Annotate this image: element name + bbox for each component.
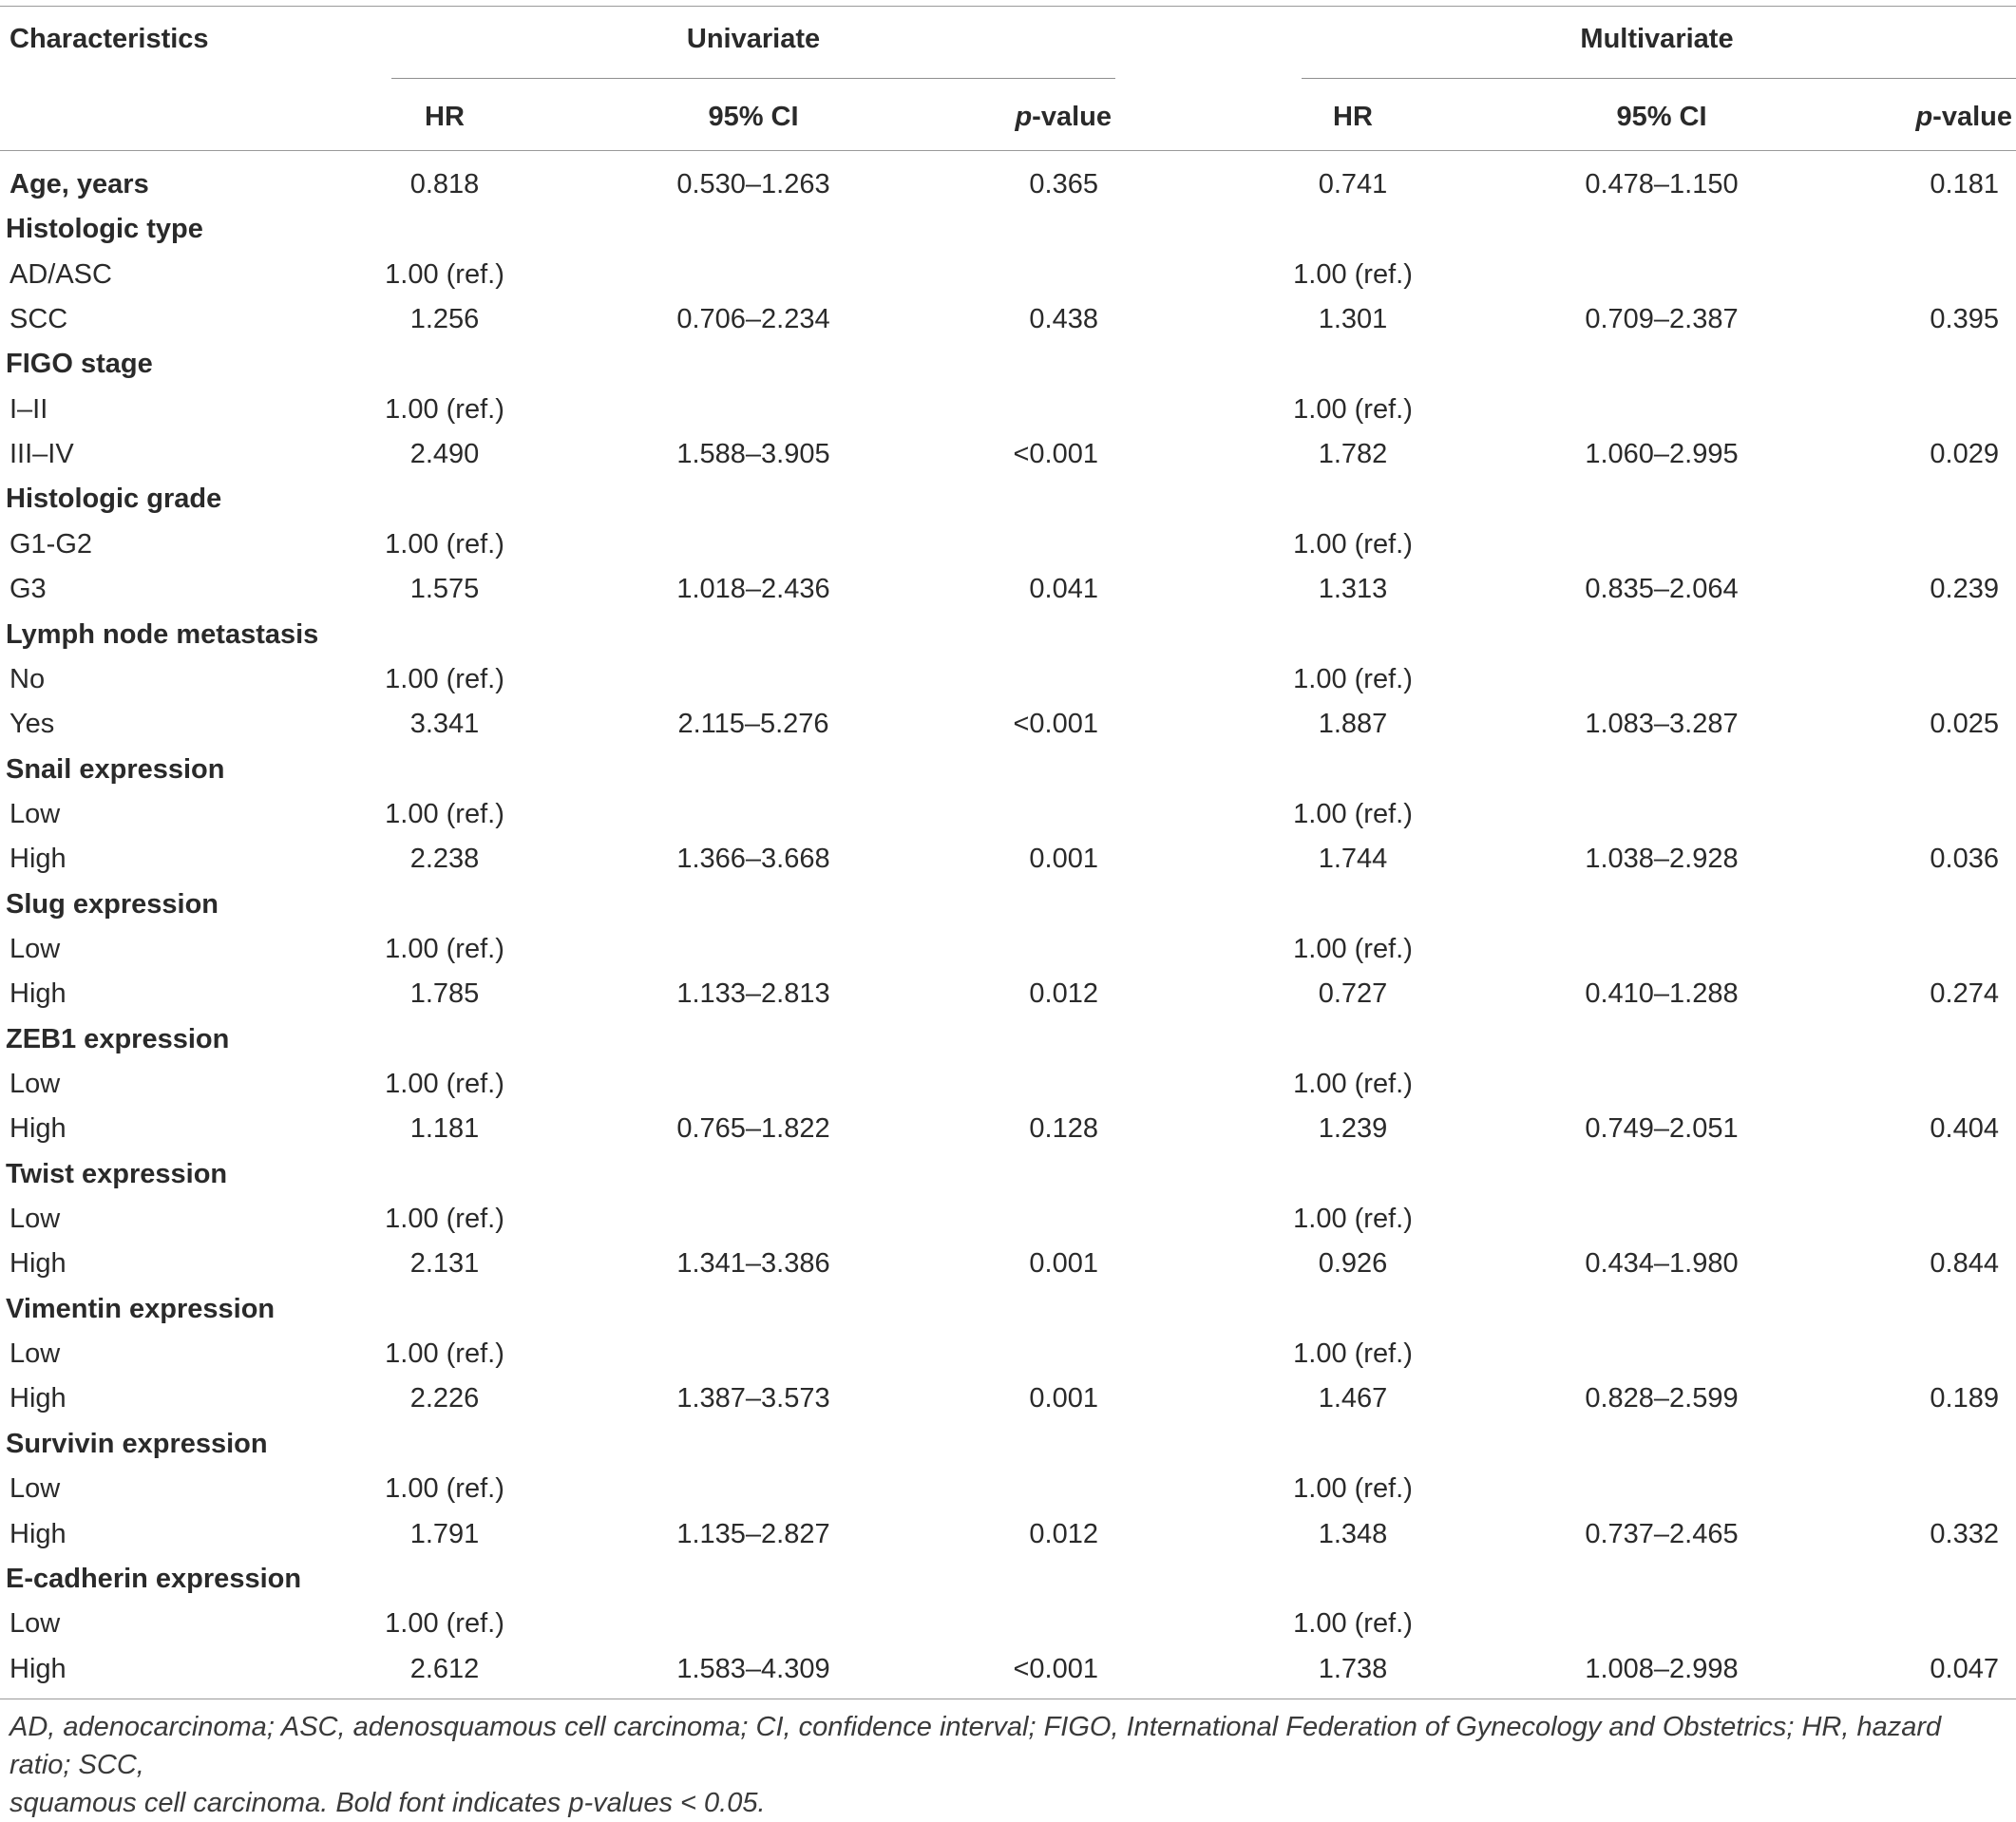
- multivariate-hr-cell: 1.239: [1318, 1113, 1388, 1144]
- multivariate-hr-cell: 1.313: [1318, 574, 1388, 604]
- univariate-hr-cell: 1.181: [409, 1113, 480, 1144]
- multivariate-pvalue-cell: 0.844: [1930, 1248, 1999, 1279]
- multivariate-pvalue-cell: 0.395: [1930, 304, 1999, 334]
- row-label: AD/ASC: [10, 259, 112, 290]
- univariate-ci-cell: 1.133–2.813: [676, 978, 830, 1009]
- section-label: Snail expression: [6, 754, 225, 785]
- univariate-pvalue-cell: <0.001: [1013, 439, 1098, 469]
- multivariate-hr-cell: 1.00 (ref.): [1293, 1338, 1413, 1369]
- row-label: G3: [10, 574, 47, 604]
- p-rest: -value: [1932, 102, 2012, 132]
- multivariate-underline: [1302, 78, 2016, 79]
- p-rest: -value: [1032, 102, 1112, 132]
- univariate-hr-cell: 0.818: [409, 169, 480, 199]
- univariate-ci-cell: 0.530–1.263: [676, 169, 830, 199]
- multivariate-pvalue-cell: 0.404: [1930, 1113, 1999, 1144]
- univariate-hr-cell: 1.256: [409, 304, 480, 334]
- multivariate-ci-cell: 0.828–2.599: [1585, 1383, 1739, 1414]
- multivariate-ci-cell: 0.478–1.150: [1585, 169, 1739, 199]
- multivariate-hr-cell: 1.348: [1318, 1519, 1388, 1549]
- multivariate-ci-cell: 0.749–2.051: [1585, 1113, 1739, 1144]
- univariate-hr-cell: 2.131: [409, 1248, 480, 1279]
- header-multivariate-pvalue: [1915, 101, 2012, 133]
- footnote-line-1: AD, adenocarcinoma; ASC, adenosquamous cell carcinoma; CI, confidence interval; FIGO, International Federation of Gynecology and Obstetrics; HR, hazard ratio; SCC,: [10, 1712, 1942, 1780]
- multivariate-hr-cell: 1.00 (ref.): [1293, 529, 1413, 560]
- univariate-ci-cell: 0.706–2.234: [676, 304, 830, 334]
- multivariate-ci-cell: 0.737–2.465: [1585, 1519, 1739, 1549]
- table-footnote: [10, 1708, 2005, 1822]
- multivariate-hr-cell: 0.741: [1318, 169, 1388, 199]
- multivariate-ci-cell: 0.410–1.288: [1585, 978, 1739, 1009]
- multivariate-pvalue-cell: 0.189: [1930, 1383, 1999, 1414]
- section-label: Slug expression: [6, 889, 219, 920]
- row-label: Yes: [10, 709, 55, 739]
- section-label: Lymph node metastasis: [6, 619, 319, 650]
- row-label: High: [10, 1654, 67, 1684]
- multivariate-hr-cell: 1.00 (ref.): [1293, 1069, 1413, 1099]
- row-label: High: [10, 978, 67, 1009]
- multivariate-hr-cell: 1.744: [1318, 844, 1388, 874]
- univariate-pvalue-cell: <0.001: [1013, 1654, 1098, 1684]
- univariate-hr-cell: 1.00 (ref.): [385, 1473, 504, 1504]
- multivariate-hr-cell: 1.00 (ref.): [1293, 1608, 1413, 1639]
- univariate-hr-cell: 1.00 (ref.): [385, 1608, 504, 1639]
- row-label: High: [10, 1519, 67, 1549]
- univariate-hr-cell: 2.612: [409, 1654, 480, 1684]
- row-label: High: [10, 1248, 67, 1279]
- univariate-hr-cell: 1.00 (ref.): [385, 799, 504, 829]
- row-label: High: [10, 844, 67, 874]
- univariate-ci-cell: 1.018–2.436: [676, 574, 830, 604]
- univariate-underline: [391, 78, 1115, 79]
- univariate-pvalue-cell: 0.365: [1029, 169, 1098, 199]
- header-univariate: Univariate: [686, 24, 821, 54]
- row-label: High: [10, 1113, 67, 1144]
- section-label: Histologic type: [6, 214, 203, 244]
- section-label: Twist expression: [6, 1159, 228, 1189]
- univariate-ci-cell: 1.583–4.309: [676, 1654, 830, 1684]
- univariate-hr-cell: 1.785: [409, 978, 480, 1009]
- multivariate-pvalue-cell: 0.036: [1930, 844, 1999, 874]
- multivariate-hr-cell: 1.782: [1318, 439, 1388, 469]
- row-label: Low: [10, 1473, 61, 1504]
- univariate-hr-cell: 1.575: [409, 574, 480, 604]
- multivariate-pvalue-cell: 0.029: [1930, 439, 1999, 469]
- univariate-pvalue-cell: 0.001: [1029, 1383, 1098, 1414]
- section-label: FIGO stage: [6, 349, 153, 379]
- multivariate-hr-cell: 1.467: [1318, 1383, 1388, 1414]
- univariate-hr-cell: 2.226: [409, 1383, 480, 1414]
- univariate-hr-cell: 1.791: [409, 1519, 480, 1549]
- row-label: III–IV: [10, 439, 74, 469]
- univariate-pvalue-cell: 0.012: [1029, 1519, 1098, 1549]
- multivariate-pvalue-cell: 0.047: [1930, 1654, 1999, 1684]
- header-characteristics: Characteristics: [10, 24, 209, 54]
- univariate-pvalue-cell: <0.001: [1013, 709, 1098, 739]
- univariate-hr-cell: 1.00 (ref.): [385, 259, 504, 290]
- row-label: Low: [10, 934, 61, 964]
- multivariate-ci-cell: 1.060–2.995: [1585, 439, 1739, 469]
- multivariate-hr-cell: 1.00 (ref.): [1293, 1204, 1413, 1234]
- header-univariate-ci: 95% CI: [708, 102, 799, 132]
- multivariate-hr-cell: 0.926: [1318, 1248, 1388, 1279]
- univariate-ci-cell: 1.341–3.386: [676, 1248, 830, 1279]
- multivariate-hr-cell: 1.00 (ref.): [1293, 799, 1413, 829]
- header-univariate-hr: HR: [425, 102, 465, 132]
- row-label: Low: [10, 1338, 61, 1369]
- header-bottom-rule: [0, 150, 2016, 151]
- top-rule: [0, 6, 2016, 7]
- row-label: I–II: [10, 394, 48, 425]
- p-italic: p: [1915, 102, 1933, 132]
- multivariate-hr-cell: 1.887: [1318, 709, 1388, 739]
- univariate-hr-cell: 2.238: [409, 844, 480, 874]
- univariate-pvalue-cell: 0.001: [1029, 844, 1098, 874]
- multivariate-pvalue-cell: 0.274: [1930, 978, 1999, 1009]
- univariate-pvalue-cell: 0.041: [1029, 574, 1098, 604]
- univariate-hr-cell: 1.00 (ref.): [385, 664, 504, 694]
- header-univariate-pvalue: [1015, 101, 1112, 133]
- univariate-hr-cell: 1.00 (ref.): [385, 394, 504, 425]
- section-label: E-cadherin expression: [6, 1564, 302, 1594]
- univariate-ci-cell: 2.115–5.276: [677, 709, 829, 739]
- row-label: G1-G2: [10, 529, 93, 560]
- univariate-ci-cell: 1.135–2.827: [676, 1519, 830, 1549]
- multivariate-ci-cell: 1.083–3.287: [1585, 709, 1739, 739]
- univariate-hr-cell: 1.00 (ref.): [385, 1204, 504, 1234]
- p-italic: p: [1015, 102, 1033, 132]
- row-label: Low: [10, 1204, 61, 1234]
- univariate-ci-cell: 1.588–3.905: [676, 439, 830, 469]
- multivariate-pvalue-cell: 0.025: [1930, 709, 1999, 739]
- multivariate-hr-cell: 1.00 (ref.): [1293, 664, 1413, 694]
- multivariate-hr-cell: 1.00 (ref.): [1293, 934, 1413, 964]
- univariate-pvalue-cell: 0.012: [1029, 978, 1098, 1009]
- univariate-ci-cell: 1.366–3.668: [676, 844, 830, 874]
- multivariate-hr-cell: 1.00 (ref.): [1293, 394, 1413, 425]
- univariate-hr-cell: 1.00 (ref.): [385, 1338, 504, 1369]
- univariate-hr-cell: 1.00 (ref.): [385, 1069, 504, 1099]
- multivariate-hr-cell: 1.301: [1318, 304, 1388, 334]
- multivariate-ci-cell: 1.038–2.928: [1585, 844, 1739, 874]
- multivariate-hr-cell: 1.738: [1318, 1654, 1388, 1684]
- multivariate-ci-cell: 0.835–2.064: [1585, 574, 1739, 604]
- section-label: Survivin expression: [6, 1429, 268, 1459]
- univariate-hr-cell: 1.00 (ref.): [385, 934, 504, 964]
- multivariate-ci-cell: 0.434–1.980: [1585, 1248, 1739, 1279]
- header-multivariate: Multivariate: [1580, 24, 1734, 54]
- multivariate-ci-cell: 1.008–2.998: [1585, 1654, 1739, 1684]
- row-label: Low: [10, 1608, 61, 1639]
- univariate-pvalue-cell: 0.438: [1029, 304, 1098, 334]
- row-label: No: [10, 664, 46, 694]
- multivariate-hr-cell: 1.00 (ref.): [1293, 259, 1413, 290]
- multivariate-pvalue-cell: 0.181: [1930, 169, 1999, 199]
- univariate-hr-cell: 3.341: [409, 709, 480, 739]
- multivariate-hr-cell: 1.00 (ref.): [1293, 1473, 1413, 1504]
- section-label: ZEB1 expression: [6, 1024, 230, 1054]
- multivariate-ci-cell: 0.709–2.387: [1585, 304, 1739, 334]
- multivariate-pvalue-cell: 0.239: [1930, 574, 1999, 604]
- footnote-line-2: squamous cell carcinoma. Bold font indicates p-values < 0.05.: [10, 1788, 766, 1818]
- section-label: Age, years: [10, 169, 149, 199]
- univariate-pvalue-cell: 0.001: [1029, 1248, 1098, 1279]
- univariate-hr-cell: 2.490: [409, 439, 480, 469]
- row-label: Low: [10, 799, 61, 829]
- header-multivariate-hr: HR: [1333, 102, 1373, 132]
- row-label: High: [10, 1383, 67, 1414]
- header-multivariate-ci: 95% CI: [1616, 102, 1707, 132]
- row-label: SCC: [10, 304, 68, 334]
- multivariate-pvalue-cell: 0.332: [1930, 1519, 1999, 1549]
- univariate-ci-cell: 0.765–1.822: [676, 1113, 830, 1144]
- section-label: Histologic grade: [6, 484, 222, 514]
- univariate-hr-cell: 1.00 (ref.): [385, 529, 504, 560]
- section-label: Vimentin expression: [6, 1294, 276, 1324]
- univariate-pvalue-cell: 0.128: [1029, 1113, 1098, 1144]
- multivariate-hr-cell: 0.727: [1318, 978, 1388, 1009]
- univariate-ci-cell: 1.387–3.573: [676, 1383, 830, 1414]
- row-label: Low: [10, 1069, 61, 1099]
